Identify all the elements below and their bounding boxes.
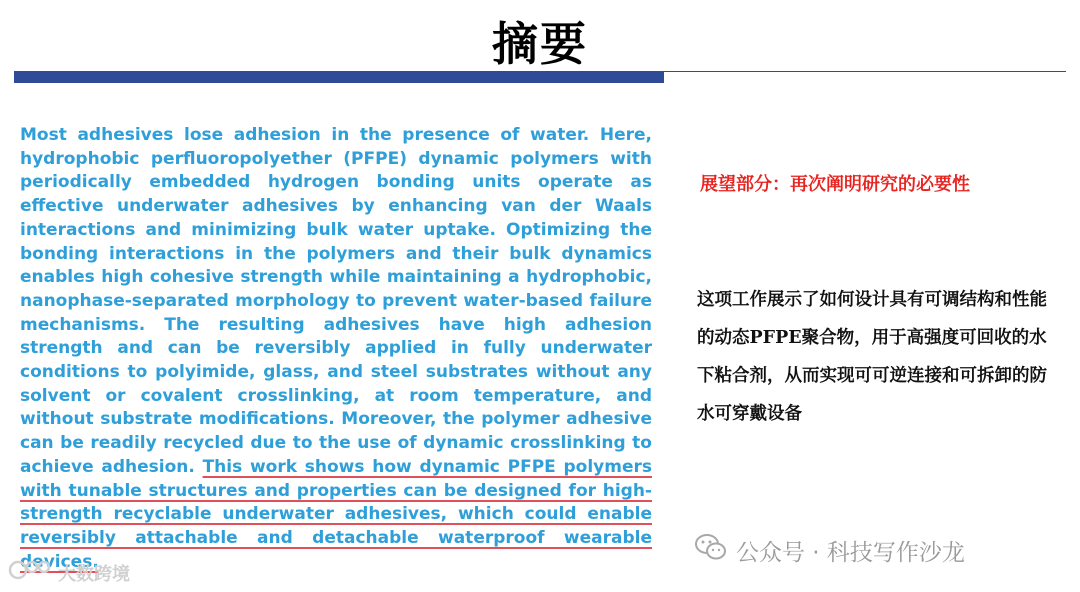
chinese-summary: 这项工作展示了如何设计具有可调结构和性能的动态PFPE聚合物，用于高强度可回收的水下粘合剂，从而实现可可逆连接和可拆卸的防水可穿戴设备 [697, 290, 1047, 424]
wechat-icon [694, 532, 728, 568]
logo-icon [8, 558, 54, 587]
abstract-highlighted-text: This work shows how dynamic PFPE polymers with tunable structures and properties can be designed for high-strength recyclable underwater adhesives, which could enable reversibly attachable and detachable waterproof wearable devices. [20, 456, 653, 572]
bottom-left-watermark-label: 大数跨境 [58, 563, 130, 585]
wechat-watermark [694, 532, 965, 568]
bottom-left-watermark [8, 558, 130, 587]
abstract-paragraph [20, 124, 652, 574]
title-underline-thin-line [664, 71, 1066, 72]
title-underline-bar [14, 71, 664, 83]
slide-title: 摘要 [492, 17, 588, 71]
abstract-plain-text: Most adhesives lose adhesion in the presence of water. Here, hydrophobic perfluoropolyether (PFPE) dynamic polymers with periodically embedded hydrogen bonding units operate as effective underwater adhesives by enhancing van der Waals interactions and minimizing bulk water uptake. Optimizing the bonding interactions in the polymers and their bulk dynamics enables high cohesive strength while maintaining a hydrophobic, nanophase-separated morphology to prevent water-based failure mechanisms. The resulting adhesives have high adhesion strength and can be reversibly applied in fully underwater conditions to polyimide, glass, and steel substrates without any solvent or covalent crosslinking, at room temperature, and without substrate modifications. Moreover, the polymer adhesive can be readily recycled due to the use of dynamic crosslinking to achieve adhesion. [20, 125, 652, 477]
wechat-account-label: 公众号 · 科技写作沙龙 [736, 539, 965, 566]
outlook-annotation: 展望部分：再次阐明研究的必要性 [700, 174, 970, 195]
